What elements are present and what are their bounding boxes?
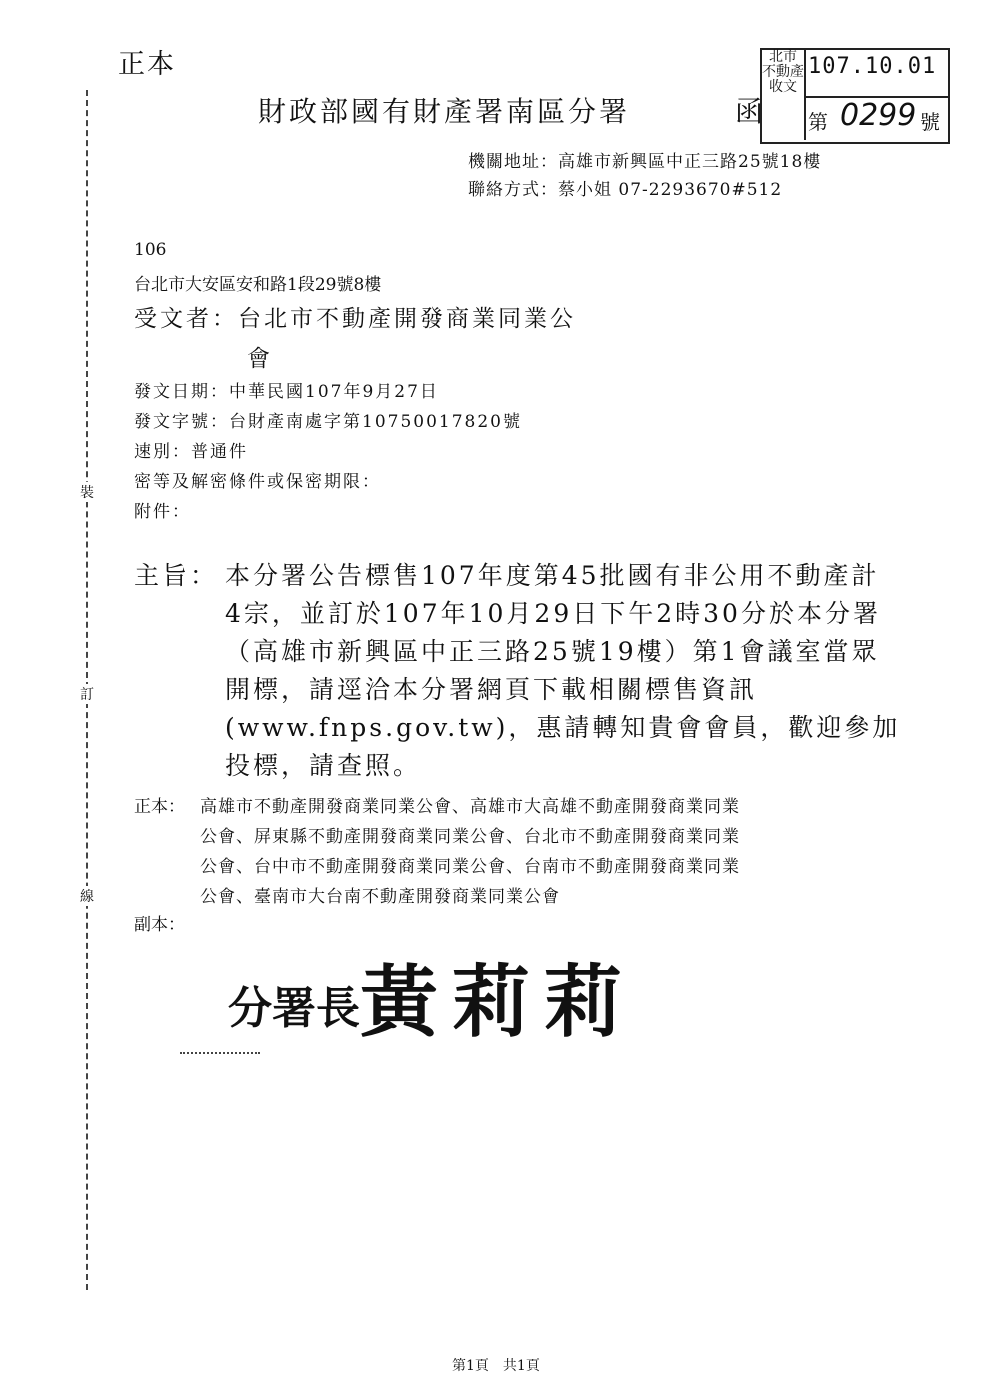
recipient-address: 台北市大安區安和路1段29號8樓 [134,275,382,295]
copy-mark: 正本 [118,49,176,80]
agency-contact: 聯絡方式：蔡小姐 07-2293670#512 [468,180,783,200]
subject-line: 投標，請查照。 [225,751,422,780]
binding-mark-ding: 訂 [78,684,96,704]
subject-line: 本分署公告標售107年度第45批國有非公用不動產計 [225,561,880,590]
original-copy-line: 公會、台中市不動產開發商業同業公會、台南市不動產開發商業同業 [200,857,740,877]
stamp-org-line: 北市 [769,49,797,65]
original-copy-line: 公會、屏東縣不動產開發商業同業公會、台北市不動產開發商業同業 [200,827,740,847]
signatory-title: 分署長 [228,983,360,1034]
stamp-org-line: 不動產 [762,64,804,80]
binding-mark-xian: 線 [78,886,96,906]
subject-line: (www.fnps.gov.tw)，惠請轉知貴會會員，歡迎參加 [225,713,901,742]
stamp-suffix: 號 [920,110,940,134]
stamp-prefix: 第 [808,110,828,134]
agency-address: 機關地址：高雄市新興區中正三路25號18樓 [468,152,822,172]
original-copy-label: 正本： [134,797,185,817]
speed-class: 速別：普通件 [134,442,248,462]
ink-smudge [180,1052,260,1057]
subject-label: 主旨： [134,561,219,590]
stamp-number: 0299 [840,98,917,133]
stamp-org [762,50,806,140]
page-footer: 第1頁 共1頁 [452,1358,540,1374]
recipient-zip: 106 [134,240,167,260]
agency-title: 財政部國有財產署南區分署 [258,95,631,128]
issue-date: 發文日期：中華民國107年9月27日 [134,382,439,402]
receipt-stamp [760,48,950,144]
recipient-name: 受文者：台北市不動產開發商業同業公 [134,306,576,332]
secrecy-level: 密等及解密條件或保密期限： [134,472,381,492]
stamp-date: 107.10.01 [808,54,937,79]
attachments: 附件： [134,502,191,522]
original-copy-line: 公會、臺南市大台南不動產開發商業同業公會 [200,887,560,907]
signature: 黃莉莉 [360,957,637,1048]
stamp-number-row [804,96,948,142]
stamp-org-line: 收文 [769,79,797,95]
recipient-name-cont: 會 [247,346,270,372]
original-copy-line: 高雄市不動產開發商業同業公會、高雄市大高雄不動產開發商業同業 [200,797,740,817]
binding-mark-zhuang: 裝 [78,482,96,502]
subject-line: （高雄市新興區中正三路25號19樓）第1會議室當眾 [225,637,880,666]
subject-line: 4宗，並訂於107年10月29日下午2時30分於本分署 [225,599,881,628]
duplicate-copy-label: 副本： [134,915,185,935]
subject-line: 開標，請逕洽本分署網頁下載相關標售資訊 [225,675,758,704]
document-type: 函 [735,95,764,128]
issue-number: 發文字號：台財產南處字第10750017820號 [134,412,522,432]
